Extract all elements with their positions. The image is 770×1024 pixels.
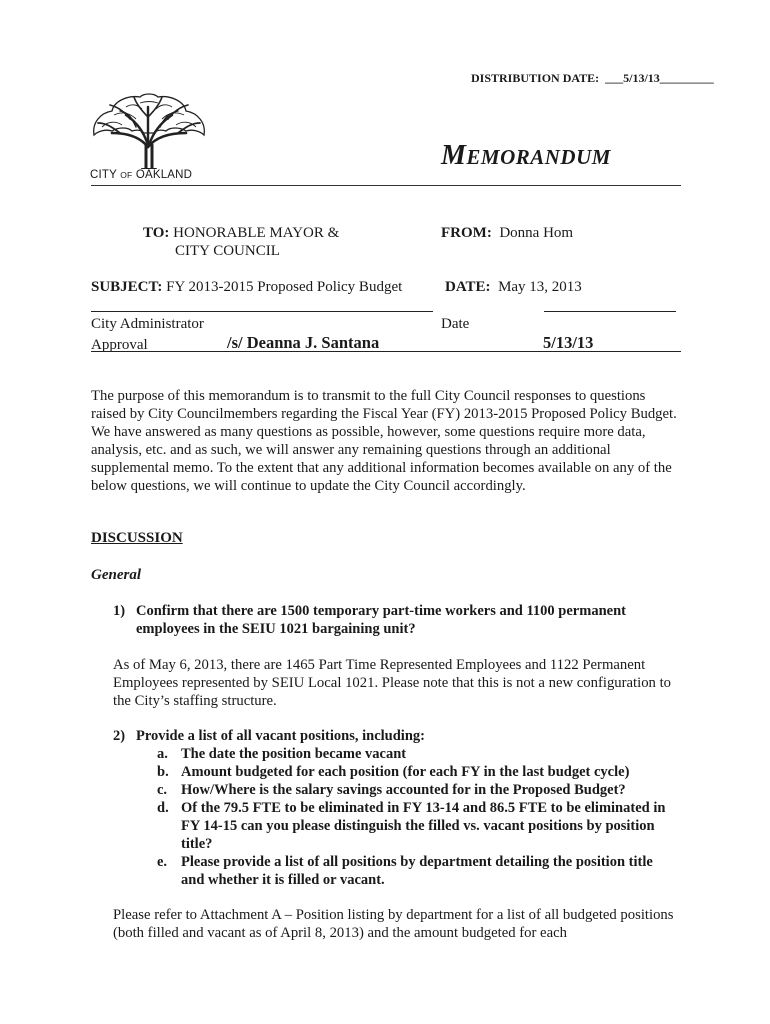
subitem-text: Of the 79.5 FTE to be eliminated in FY 13-14 and 86.5 FTE to be eliminated in FY 14-15 can you please distinguish the filled vs. vacant positions by position title? xyxy=(181,800,666,852)
subitem-text: Please provide a list of all positions by department detailing the position title and whether it is filled or vacant. xyxy=(181,854,653,888)
general-heading: General xyxy=(91,567,141,583)
memo-title-rest: EMORANDUM xyxy=(466,145,611,169)
oak-tree-icon xyxy=(90,93,208,169)
city-of-oakland-logo xyxy=(90,93,208,185)
from-block xyxy=(441,224,573,242)
question-2-text: Provide a list of all vacant positions, including: xyxy=(136,728,425,744)
question-2-subitem xyxy=(157,799,677,853)
intro-paragraph: The purpose of this memorandum is to transmit to the full City Council responses to questions raised by City Councilmembers regarding the Fiscal Year (FY) 2013-2015 Proposed Policy Budget. We have answered as many questions as possible, however, some questions require more data, analysis, etc. and as such, we will answer any remaining questions through an additional supplemental memo. To the extent that any additional information becomes available on any of the below questions, we will continue to update the City Council accordingly. xyxy=(91,388,677,494)
distribution-date xyxy=(471,71,714,86)
answer-2-paragraph: Please refer to Attachment A – Position listing by department for a list of all budgeted positions (both filled and vacant as of April 8, 2013) and the amount budgeted for each xyxy=(113,907,674,941)
subitem-text: The date the position became vacant xyxy=(181,746,407,762)
from-value: Donna Hom xyxy=(499,225,574,241)
to-line-1: HONORABLE MAYOR & xyxy=(173,225,340,241)
distribution-date-label: DISTRIBUTION DATE: xyxy=(471,71,600,85)
approval-line-1: City Administrator xyxy=(91,316,204,332)
city-of: OF xyxy=(120,170,133,180)
subject-value: FY 2013-2015 Proposed Policy Budget xyxy=(166,279,403,295)
question-2-subitem xyxy=(157,781,677,799)
question-1-text: Confirm that there are 1500 temporary part-time workers and 1100 permanent employees in the SEIU 1021 bargaining unit? xyxy=(136,603,626,637)
to-line-2: CITY COUNCIL xyxy=(175,243,280,259)
answer-1-paragraph: As of May 6, 2013, there are 1465 Part Time Represented Employees and 1122 Permanent Employees represented by SEIU Local 1021. Please note that this is not a new configuration to the City’s staffing structure. xyxy=(113,657,671,709)
city-name-text xyxy=(90,169,208,181)
approval-date-value: 5/13/13 xyxy=(543,333,594,352)
city-name: OAKLAND xyxy=(135,169,193,181)
date-label: DATE: xyxy=(445,279,491,295)
question-2-subitem xyxy=(157,745,677,763)
date-rule xyxy=(544,311,676,312)
city-prefix: CITY xyxy=(90,169,117,181)
to-block xyxy=(143,224,339,242)
memorandum-title xyxy=(441,140,611,172)
subitem-letter: d. xyxy=(157,800,169,816)
date-block xyxy=(445,278,582,296)
subitem-letter: e. xyxy=(157,854,168,870)
question-2-subitem xyxy=(157,763,677,781)
subject-label: SUBJECT: xyxy=(91,279,163,295)
from-label: FROM: xyxy=(441,225,492,241)
subitem-text: Amount budgeted for each position (for each FY in the last budget cycle) xyxy=(181,764,630,780)
subitem-letter: a. xyxy=(157,746,168,762)
question-2-number: 2) xyxy=(113,728,126,744)
administrator-signature: /s/ Deanna J. Santana xyxy=(227,333,380,352)
discussion-heading: DISCUSSION xyxy=(91,530,183,546)
subject-block xyxy=(91,278,402,296)
subject-rule xyxy=(91,311,433,312)
approval-rule xyxy=(91,351,681,352)
approval-date-label: Date xyxy=(441,316,470,332)
subitem-text: How/Where is the salary savings accounted for in the Proposed Budget? xyxy=(181,782,626,798)
question-2-subitem xyxy=(157,853,677,889)
to-label: TO: xyxy=(143,225,170,241)
header-divider xyxy=(91,185,681,186)
date-value: May 13, 2013 xyxy=(498,279,582,295)
subitem-letter: c. xyxy=(157,782,168,798)
question-1-number: 1) xyxy=(113,603,126,619)
memo-title-initial: M xyxy=(441,140,467,171)
subitem-letter: b. xyxy=(157,764,169,780)
approval-line-2: Approval xyxy=(91,337,148,353)
distribution-date-value: ___5/13/13_________ xyxy=(605,71,714,85)
question-2-sublist xyxy=(157,745,677,889)
